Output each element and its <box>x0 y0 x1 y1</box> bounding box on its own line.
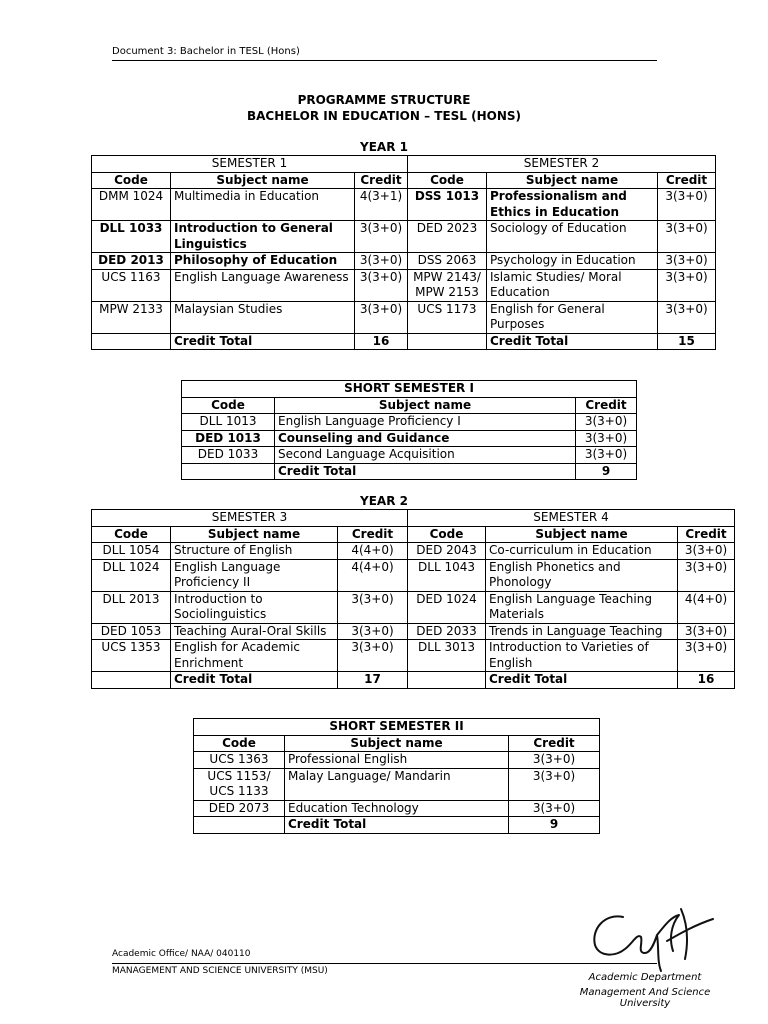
col-credit: Credit <box>658 172 716 189</box>
col-subject: Subject name <box>285 735 509 752</box>
col-credit: Credit <box>678 526 735 543</box>
credit-value: 3(3+0) <box>509 800 600 817</box>
credit-value: 3(3+0) <box>658 189 716 221</box>
col-code: Code <box>194 735 285 752</box>
col-subject: Subject name <box>171 526 338 543</box>
credit-total-label: Credit Total <box>285 817 509 834</box>
course-code: DED 2043 <box>408 543 486 560</box>
credit-value: 4(3+1) <box>355 189 408 221</box>
subject-name: Co-curriculum in Education <box>486 543 678 560</box>
department-university: Management And Science University <box>579 987 711 1009</box>
subject-name: Philosophy of Education <box>171 253 355 270</box>
col-code: Code <box>92 172 171 189</box>
credit-total-value: 16 <box>678 672 735 689</box>
signature-icon <box>585 895 735 975</box>
subject-name: Psychology in Education <box>487 253 658 270</box>
short-semester-1-heading: SHORT SEMESTER I <box>182 381 637 398</box>
subject-name: Introduction to Varieties of English <box>486 640 678 672</box>
subject-name: Professionalism and Ethics in Education <box>487 189 658 221</box>
course-code: DLL 1043 <box>408 559 486 591</box>
course-code: DLL 1013 <box>182 414 275 431</box>
subject-name: Second Language Acquisition <box>275 447 576 464</box>
course-code: DED 2023 <box>408 221 487 253</box>
credit-value: 4(4+0) <box>338 559 408 591</box>
footer-rule <box>112 963 657 964</box>
credit-value: 4(4+0) <box>338 543 408 560</box>
subject-name: Education Technology <box>285 800 509 817</box>
credit-value: 3(3+0) <box>576 430 637 447</box>
document-header: Document 3: Bachelor in TESL (Hons) <box>112 46 300 57</box>
credit-total-row <box>194 817 600 834</box>
semester-3-heading: SEMESTER 3 <box>92 510 408 527</box>
subject-name: English Language Proficiency II <box>171 559 338 591</box>
semester-header-row <box>92 156 716 173</box>
subject-name: Malaysian Studies <box>171 301 355 333</box>
table-row <box>92 253 716 270</box>
subject-name: Structure of English <box>171 543 338 560</box>
col-credit: Credit <box>355 172 408 189</box>
credit-total-value: 9 <box>576 463 637 480</box>
credit-value: 3(3+0) <box>678 623 735 640</box>
table-row <box>92 591 735 623</box>
subject-name: Multimedia in Education <box>171 189 355 221</box>
course-code: DED 1053 <box>92 623 171 640</box>
credit-total-row <box>182 463 637 480</box>
subject-name: English Language Teaching Materials <box>486 591 678 623</box>
subject-name: Trends in Language Teaching <box>486 623 678 640</box>
credit-value: 3(3+0) <box>509 768 600 800</box>
course-code: DLL 2013 <box>92 591 171 623</box>
header-rule <box>112 60 657 61</box>
credit-value: 3(3+0) <box>658 301 716 333</box>
column-header-row <box>92 172 716 189</box>
credit-value: 3(3+0) <box>658 253 716 270</box>
col-code: Code <box>92 526 171 543</box>
course-code: DLL 3013 <box>408 640 486 672</box>
course-code: DED 2033 <box>408 623 486 640</box>
course-code: UCS 1173 <box>408 301 487 333</box>
year-1-table <box>91 155 716 350</box>
course-code: DED 2013 <box>92 253 171 270</box>
credit-value: 3(3+0) <box>355 253 408 270</box>
course-code: UCS 1163 <box>92 269 171 301</box>
table-row <box>92 189 716 221</box>
subject-name: Malay Language/ Mandarin <box>285 768 509 800</box>
course-code: MPW 2133 <box>92 301 171 333</box>
credit-value: 3(3+0) <box>338 640 408 672</box>
credit-value: 4(4+0) <box>678 591 735 623</box>
col-subject: Subject name <box>275 397 576 414</box>
subject-name: Counseling and Guidance <box>275 430 576 447</box>
col-subject: Subject name <box>486 526 678 543</box>
credit-value: 3(3+0) <box>355 301 408 333</box>
subject-name: English Language Awareness <box>171 269 355 301</box>
credit-value: 3(3+0) <box>355 269 408 301</box>
col-subject: Subject name <box>171 172 355 189</box>
col-subject: Subject name <box>487 172 658 189</box>
office-reference: Academic Office/ NAA/ 040110 <box>112 949 251 959</box>
course-code: DLL 1024 <box>92 559 171 591</box>
col-code: Code <box>182 397 275 414</box>
credit-total-row <box>92 333 716 350</box>
table-row <box>92 623 735 640</box>
table-row <box>182 447 637 464</box>
credit-value: 3(3+0) <box>658 221 716 253</box>
semester-1-heading: SEMESTER 1 <box>92 156 408 173</box>
course-code: DSS 1013 <box>408 189 487 221</box>
subject-name: Professional English <box>285 752 509 769</box>
table-row <box>92 269 716 301</box>
credit-value: 3(3+0) <box>678 559 735 591</box>
course-code: UCS 1363 <box>194 752 285 769</box>
year-2-table <box>91 509 735 689</box>
subject-name: English for Academic Enrichment <box>171 640 338 672</box>
course-code: DMM 1024 <box>92 189 171 221</box>
col-code: Code <box>408 172 487 189</box>
subject-name: English Phonetics and Phonology <box>486 559 678 591</box>
department-name: Academic Department <box>588 972 702 983</box>
credit-value: 3(3+0) <box>509 752 600 769</box>
subject-name: English for General Purposes <box>487 301 658 333</box>
col-credit: Credit <box>576 397 637 414</box>
subject-name: Islamic Studies/ Moral Education <box>487 269 658 301</box>
subject-name: Introduction to General Linguistics <box>171 221 355 253</box>
credit-total-value: 15 <box>658 333 716 350</box>
short-semester-2-table <box>193 718 600 834</box>
col-credit: Credit <box>509 735 600 752</box>
table-row <box>92 543 735 560</box>
table-row <box>92 221 716 253</box>
table-row <box>182 430 637 447</box>
programme-structure-title: PROGRAMME STRUCTURE <box>297 93 471 107</box>
credit-value: 3(3+0) <box>338 591 408 623</box>
credit-total-value: 17 <box>338 672 408 689</box>
column-header-row <box>194 735 600 752</box>
course-code: MPW 2143/ MPW 2153 <box>408 269 487 301</box>
col-code: Code <box>408 526 486 543</box>
credit-total-label: Credit Total <box>171 672 338 689</box>
course-code: DLL 1033 <box>92 221 171 253</box>
credit-value: 3(3+0) <box>576 414 637 431</box>
university-name: MANAGEMENT AND SCIENCE UNIVERSITY (MSU) <box>112 966 328 976</box>
short-semester-2-heading: SHORT SEMESTER II <box>194 719 600 736</box>
table-row <box>92 559 735 591</box>
credit-value: 3(3+0) <box>678 543 735 560</box>
credit-total-value: 9 <box>509 817 600 834</box>
table-row <box>92 640 735 672</box>
credit-value: 3(3+0) <box>355 221 408 253</box>
course-code: DED 1013 <box>182 430 275 447</box>
course-code: UCS 1353 <box>92 640 171 672</box>
course-code: DED 2073 <box>194 800 285 817</box>
year-1-label: YEAR 1 <box>360 140 408 154</box>
column-header-row <box>182 397 637 414</box>
credit-total-value: 16 <box>355 333 408 350</box>
subject-name: Introduction to Sociolinguistics <box>171 591 338 623</box>
credit-value: 3(3+0) <box>338 623 408 640</box>
year-2-label: YEAR 2 <box>360 494 408 508</box>
table-row <box>194 752 600 769</box>
semester-2-heading: SEMESTER 2 <box>408 156 716 173</box>
credit-value: 3(3+0) <box>678 640 735 672</box>
table-row <box>92 301 716 333</box>
column-header-row <box>92 526 735 543</box>
credit-total-row <box>92 672 735 689</box>
subject-name: English Language Proficiency I <box>275 414 576 431</box>
short-semester-1-table <box>181 380 637 480</box>
credit-value: 3(3+0) <box>658 269 716 301</box>
credit-total-label: Credit Total <box>487 333 658 350</box>
table-row <box>194 768 600 800</box>
semester-header-row <box>92 510 735 527</box>
credit-total-label: Credit Total <box>275 463 576 480</box>
credit-total-label: Credit Total <box>171 333 355 350</box>
credit-value: 3(3+0) <box>576 447 637 464</box>
subject-name: Sociology of Education <box>487 221 658 253</box>
programme-name-title: BACHELOR IN EDUCATION – TESL (HONS) <box>246 109 522 123</box>
table-row <box>194 800 600 817</box>
course-code: UCS 1153/ UCS 1133 <box>194 768 285 800</box>
course-code: DSS 2063 <box>408 253 487 270</box>
col-credit: Credit <box>338 526 408 543</box>
semester-4-heading: SEMESTER 4 <box>408 510 735 527</box>
table-row <box>182 414 637 431</box>
credit-total-label: Credit Total <box>486 672 678 689</box>
course-code: DED 1024 <box>408 591 486 623</box>
course-code: DED 1033 <box>182 447 275 464</box>
subject-name: Teaching Aural-Oral Skills <box>171 623 338 640</box>
course-code: DLL 1054 <box>92 543 171 560</box>
